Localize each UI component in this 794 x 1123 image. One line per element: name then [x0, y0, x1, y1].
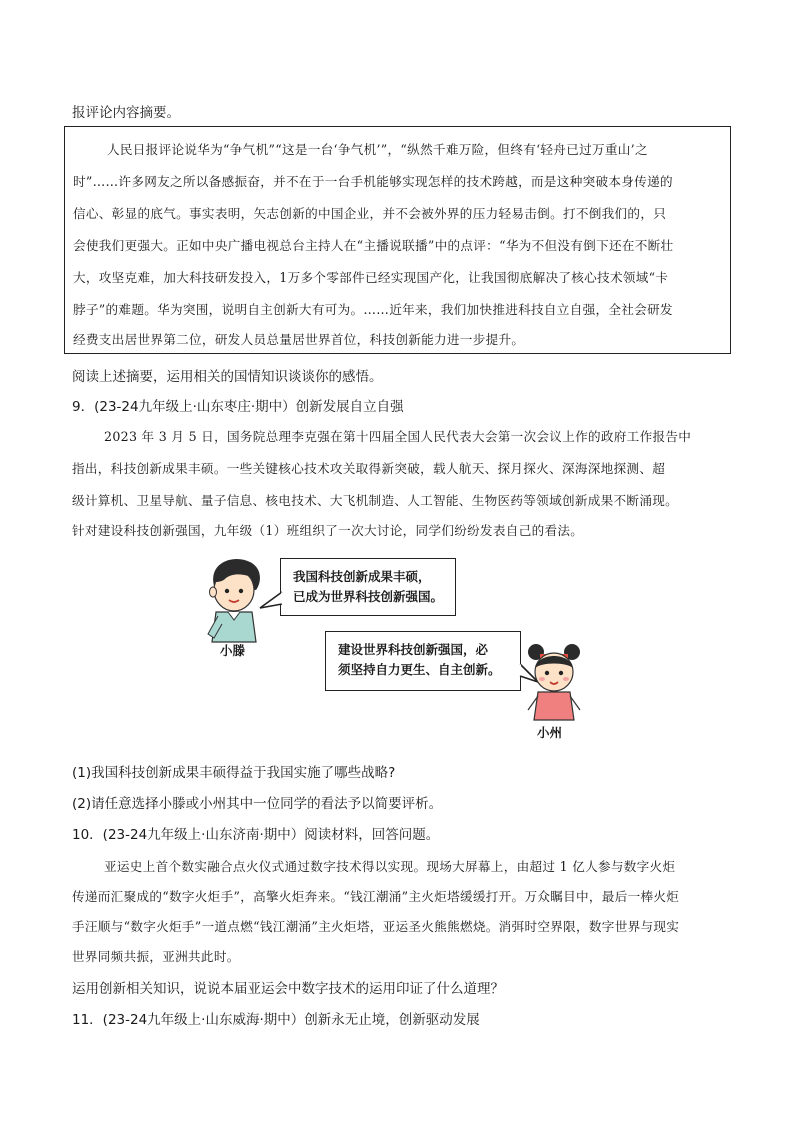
- q11-heading: 11．(23-24九年级上·山东威海·期中）创新永无止境，创新驱动发展: [72, 1012, 480, 1028]
- q10-passage-line: 世界同频共振，亚洲共此时。: [72, 949, 240, 964]
- q10-passage-line: 传递而汇聚成的“数字火炬手”，高擎火炬奔来。“钱江潮涌”主火炬塔缓缓打开。万众瞩目中，最后一棒火炬: [72, 889, 680, 904]
- q10-passage-line: 亚运史上首个数实融合点火仪式通过数字技术得以实现。现场大屏幕上，由超过 1 亿人参与数字火炬: [104, 859, 676, 874]
- passage-box: [64, 126, 731, 354]
- passage-line: 会使我们更强大。正如中央广播电视总台主持人在“主播说联播”中的点评：“华为不但没有倒下还在不断壮: [73, 238, 674, 253]
- q9-passage-line: 级计算机、卫星导航、量子信息、核电技术、大飞机制造、人工智能、生物医药等领域创新成果不断涌现。: [72, 493, 679, 508]
- speech-bubble-xiaozhou: [325, 631, 521, 691]
- intro-tail-text: 报评论内容摘要。: [72, 105, 180, 121]
- q10-passage-line: 手汪顺与“数字火炬手”一道点燃“钱江潮涌”主火炬塔，亚运圣火熊熊燃烧。消弭时空界限，数字世界与现实: [72, 919, 680, 934]
- q9-subquestion-1: (1)我国科技创新成果丰硕得益于我国实施了哪些战略?: [72, 765, 396, 781]
- bubble-line: 我国科技创新成果丰硕，: [293, 569, 431, 584]
- passage-line: 大，攻坚克难，加大科技研发投入，1万多个零部件已经实现国产化，让我国彻底解决了核心技术领域“卡: [73, 270, 669, 285]
- passage-line: 经费支出居世界第二位，研发人员总量居世界首位，科技创新能力进一步提升。: [73, 332, 525, 347]
- speech-bubble-xiaoteng: [280, 558, 456, 616]
- q9-passage-line: 指出，科技创新成果丰硕。一些关键核心技术攻关取得新突破，载人航天、探月探火、深海深地探测、超: [72, 461, 666, 476]
- student-name-xiaozhou: 小州: [537, 725, 563, 740]
- q10-prompt: 运用创新相关知识，说说本届亚运会中数字技术的运用印证了什么道理？: [72, 981, 504, 997]
- passage-line: 人民日报评论说华为“争气机”“这是一台‘争气机’”，“纵然千难万险，但终有‘轻舟已过万重山’之: [107, 142, 648, 157]
- passage-line: 时”……许多网友之所以备感振奋，并不在于一台手机能够实现怎样的技术跨越，而是这种突破本身传递的: [73, 174, 673, 189]
- bubble-line: 已成为世界科技创新强国。: [293, 589, 444, 604]
- q9-passage-line: 针对建设科技创新强国，九年级（1）班组织了一次大讨论，同学们纷纷发表自己的看法。: [72, 523, 584, 538]
- bubble-line: 建设世界科技创新强国，必: [338, 642, 489, 657]
- q9-subquestion-2: (2)请任意选择小滕或小州其中一位同学的看法予以简要评析。: [72, 796, 443, 812]
- q10-heading: 10．(23-24九年级上·山东济南·期中）阅读材料，回答问题。: [72, 827, 440, 843]
- student-name-xiaoteng: 小滕: [220, 643, 246, 658]
- q9-passage-line: 2023 年 3 月 5 日，国务院总理李克强在第十四届全国人民代表大会第一次会议上作的政府工作报告中: [104, 429, 692, 444]
- girl-illustration: [520, 640, 590, 722]
- q8-prompt: 阅读上述摘要，运用相关的国情知识谈谈你的感悟。: [72, 369, 383, 385]
- bubble-line: 须坚持自力更生、自主创新。: [338, 662, 501, 677]
- q9-heading: 9．(23-24九年级上·山东枣庄·期中）创新发展自立自强: [72, 399, 404, 415]
- passage-line: 信心、彰显的底气。事实表明，矢志创新的中国企业，并不会被外界的压力轻易击倒。打不倒我们的，只: [73, 206, 667, 221]
- bubble-pointer-icon: [258, 590, 284, 614]
- passage-line: 脖子”的难题。华为突围，说明自主创新大有可为。……近年来，我们加快推进科技自立自强，全社会研发: [73, 302, 673, 317]
